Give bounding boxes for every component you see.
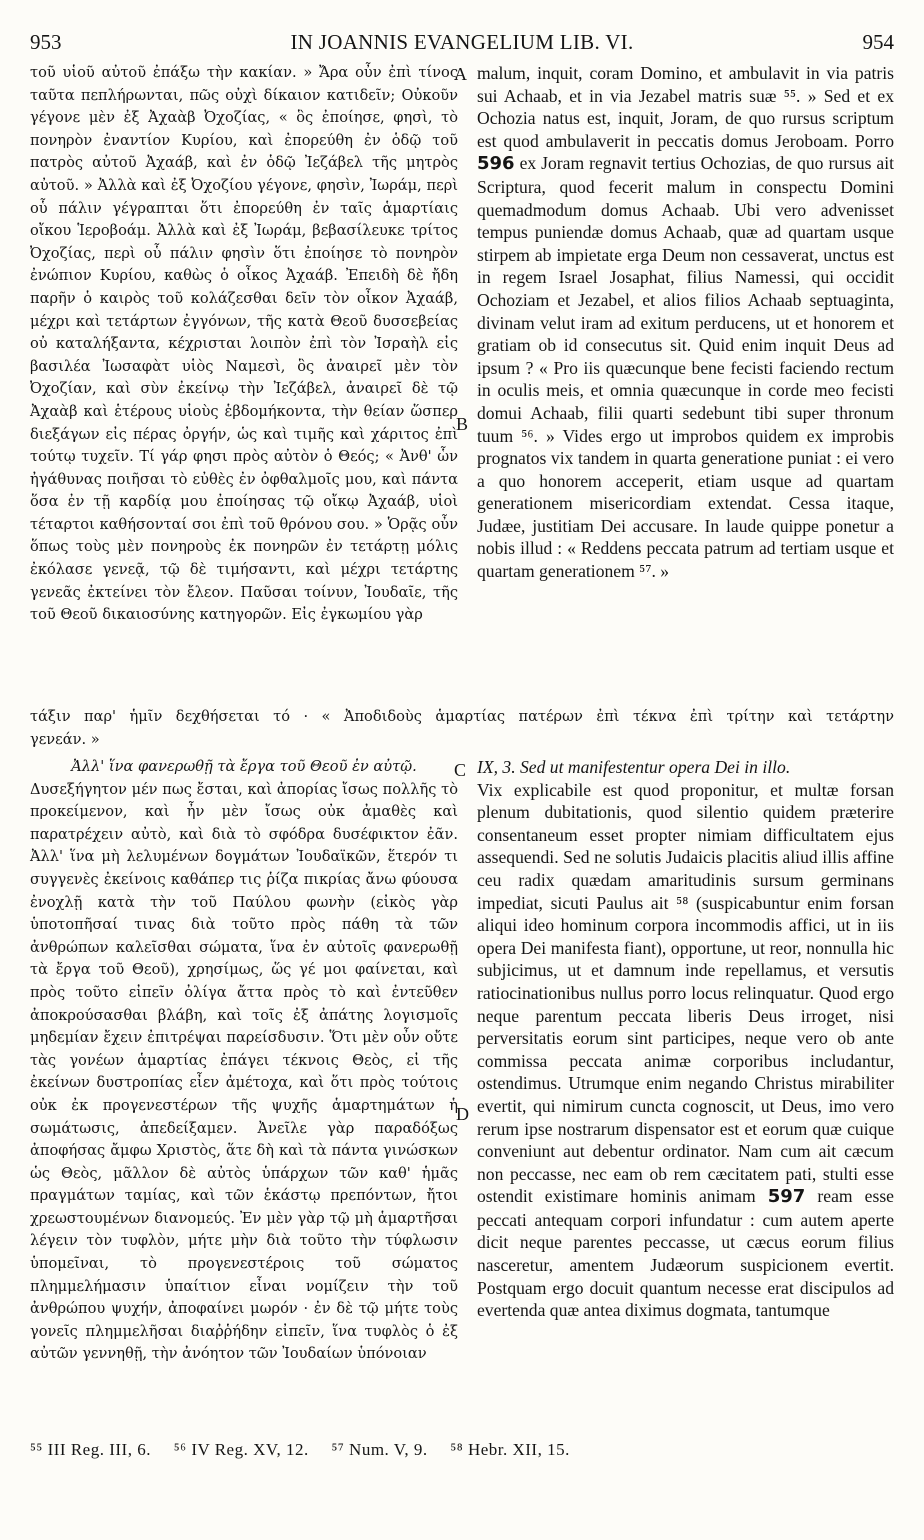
- latin-column-upper: [477, 62, 894, 704]
- margin-letter-b: B: [456, 414, 469, 434]
- footnote-57: ⁵⁷ Num. V, 9.: [331, 1440, 428, 1459]
- latin-column-lower: [477, 756, 894, 1436]
- greek-cross-line-text: τάξιν παρ' ἡμῖν δεχθήσεται τό · « Ἀποδιδοὺς ἁμαρτίας πατέρων ἐπὶ τέκνα ἐπὶ τρίτην καὶ τετάρτην: [30, 708, 894, 725]
- footnotes: [30, 1440, 894, 1460]
- column-number-597: 597: [767, 1186, 806, 1208]
- margin-letter-d: D: [456, 1104, 469, 1124]
- running-title: IN JOANNIS EVANGELIUM LIB. VI.: [290, 30, 634, 54]
- greek-paragraph-1: τοῦ υἱοῦ αὐτοῦ ἐπάξω τὴν κακίαν. » Ἄρα οὖν ἐπὶ τίνος ταῦτα πεπλήρωνται, πῶς οὐχὶ δίκαιον κατιδεῖν; Οὐκοῦν γέγονε μὲν ἐξ Ἀχαὰβ Ὀχοζίας, « ὃς ἐποίησε, φησὶ, τὸ πονηρὸν ἐναντίον Κυρίου, καὶ ἐπορεύθη ἐν ὁδῷ τοῦ πατρὸς αὐτοῦ Ἀχαάβ, καὶ ἐν ὁδῷ Ἰεζάβελ τῆς μητρὸς αὐτοῦ. » Ἀλλὰ καὶ ἐξ Ὀχοζίου γέγονε, φησὶν, Ἰωράμ, περὶ οὗ πάλιν γέγραπται ὅτι ἐπορεύθη ἐν ταῖς ἁμαρτίαις οἴκου Ἱεροβοάμ. Ἀλλὰ καὶ ἐξ Ἰωράμ, βεβασίλευκε τρίτος Ὀχοζίας, περὶ οὗ πάλιν φησὶν ὅτι ἐποίησε τὸ πονηρὸν ἐνώπιον Κυρίου, καθὼς ὁ οἶκος Ἀχαάβ. Ἐπειδὴ δὲ ἤδη παρῆν ὁ καιρὸς τοῦ κολάζεσθαι δεῖν τὸν οἶκον Ἀχαάβ, μέχρι καὶ τετάρτων ἐγγόνων, τῆς κατὰ Θεοῦ δυσσεβείας οὐ καταλήξαντα, κέχρισται λοιπὸν ἐπὶ τὸν Ἰσραὴλ εἰς βασιλέα Ἰωσαφὰτ υἱὸς Ναμεσὶ, ὃς ἀναιρεῖ μὲν τὸν Ὀχοζίαν, καὶ σὺν ἐκείνῳ τὴν Ἰεζάβελ, ἀναιρεῖ δὲ τῷ Ἀχαὰβ καὶ ἑτέρους υἱοὺς ἑβδομήκοντα, τὴν θείαν ὥσπερ διεξάγων εἰς πέρας ὀργήν, ὡς καὶ τιμῆς καὶ χάριτος ἐπὶ τούτῳ τυχεῖν. Τί γάρ φησι πρὸς αὐτὸν ὁ Θεός; « Ἀνθ' ὧν ἠγάθυνας ποιῆσαι τὸ εὐθὲς ἐν ὀφθαλμοῖς μου, καὶ πάντα ὅσα ἐν τῇ καρδίᾳ μου ἐποίησας τῷ οἴκῳ Ἀχαάβ, υἱοὶ τέταρτοι καθήσονταί σοι ἐπὶ τοῦ θρόνου σου. » Ὁρᾷς οὖν ὅπως τοὺς μὲν πονηροὺς ἐκ πονηρῶν ἐν τετάρτῃ μόλις ἐκόλασε γενεᾷ, τῷ δὲ τιμήσαντι, καὶ μέχρι τετάρτης γενεᾶς ἐκτείνει τὸν ἔλεον. Παῦσαι τοίνυν, Ἰουδαῖε, τῆς τοῦ Θεοῦ δικαιοσύνης κατηγορῶν. Εἰς ἐγκωμίου γὰρ: [30, 64, 458, 624]
- footnote-58: ⁵⁸ Hebr. XII, 15.: [450, 1440, 570, 1459]
- column-number-596: 596: [477, 153, 515, 175]
- latin-paragraph-1a: malum, inquit, coram Domino, et ambulavit in via patris sui Achaab, et in via Jezabel matris suæ ⁵⁵. » Sed et ex Ochozia natus est, inquit, Joram, de quo rursus scriptum est quod ambulaverit in peccatis domus Jeroboam. Porro: [477, 63, 894, 151]
- greek-column-lower: [30, 756, 458, 1436]
- latin-paragraph-2a: Vix explicabile est quod proponitur, et multæ forsan plenum dubitationis, quod silentio quidem præterire consentaneum esset propter nimiam difficultatem ejus assequendi. Sed ne solutis Judaicis placitis aliud illis affine ceu radix quædam amaritudinis sursum germinans impediat, sicuti Paulus ait ⁵⁸ (suspicabuntur enim forsan aliqui ideo hominum corpora incommodis affici, ut in iis opera Dei manifesta fiant), opportune, ut reor, nonnulla hic subjicimus, ut et damnum inde repellamus, et versutis ratiocinationibus nullus porro locus relinquatur. Quod ergo neque parentum peccata liberis Deus irroget, nisi perversitatis eorum sint participes, neque vero ob ante commissa peccata animæ corporibus includantur, ostendimus. Utrumque enim negando Christus mirabiliter evertit, qui nimirum cuncta cognoscit, ut Deus, imo vero rerum ipse nostrarum dispensator est et eorum quæ cuique conveniunt aut debentur ordinator. Nam cum ait cæcum non peccasse, nec eam ob rem cæcitatem pati, stulti esse ostendit existimare hominis animam: [477, 779, 894, 1207]
- latin-paragraph-1: [477, 62, 894, 583]
- footnote-56: ⁵⁶ IV Reg. XV, 12.: [173, 1440, 309, 1459]
- greek-cross-line: [30, 706, 894, 751]
- latin-lemma: IX, 3. Sed ut manifestentur opera Dei in illo.: [477, 757, 791, 777]
- greek-lemma: Ἀλλ' ἵνα φανερωθῇ τὰ ἔργα τοῦ Θεοῦ ἐν αὐτῷ.: [71, 758, 417, 775]
- latin-paragraph-1b: ex Joram regnavit tertius Ochozias, de quo rursus ait Scriptura, quod fecerit malum in conspectu Domini quemadmodum domus Achaab. Ubi vero advenisset tempus puniendæ domus Achaab, quæ ad quartam usque stirpem ab impietate erga Deum non cessaverat, unctus est in regem Israel Josaphat, filius Namessi, qui occidit Ochoziam et Jezabel, et alios filios Achaab septuaginta, divinam velut iram ad exitum perducens, ut et honorem et gratiam ob id consecutus sit. Quid enim inquit Deus ad ipsum ? « Pro iis quæcunque bene fecisti faciendo rectum in oculis meis, et omnia quæcunque in corde meo fecisti domui Achaab, filii quarti sedebunt tibi super thronum tuum ⁵⁶. » Vides ergo ut improbos quidem ex improbis prognatos vix tandem in quarta generatione puniat : ei vero a quo honorem acceperit, etiam usque ad quartam generationem misericordiam extendat. Cessa itaque, Judæe, justitiam Dei accusare. In laude quippe ponetur a nobis illud : « Reddens peccata patrum ad tertiam usque et quartam generationem ⁵⁷. »: [477, 153, 895, 582]
- footnote-55: ⁵⁵ III Reg. III, 6.: [30, 1440, 151, 1459]
- latin-paragraph-2b: ream esse peccati antequam corpori infundatur : cum autem aperte dicit neque parentes peccasse, ut cæcus eorum filius nasceretur, amentem Judæorum suspicionem evertit. Postquam ergo docuit quantum necesse erat discipulos ad evertenda quæ antea diximus dogmata, tantumque: [477, 1186, 894, 1321]
- greek-paragraph-2: Δυσεξήγητον μέν πως ἔσται, καὶ ἀπορίας ἴσως πολλῆς τὸ προκείμενον, καὶ ἦν μὲν ἴσως οὐκ ἀμαθὲς καὶ παρατρέχειν αὐτὸ, καὶ διὰ τὸ σφόδρα δυσέφικτον ἐᾶν. Ἀλλ' ἵνα μὴ λελυμένων δογμάτων Ἰουδαϊκῶν, ἕτερόν τι συγγενὲς ἐκείνοις καθάπερ τις ῥίζα πικρίας ἄνω φύουσα ἐνοχλῇ κατὰ τὴν τοῦ Παύλου φωνὴν (εἰκὸς γὰρ ὑποτοπῆσαί τινας διὰ τοῦτο πρὸς πάθη τὰ τῶν ἀνθρώπων καλεῖσθαι σώματα, ἵνα ἐν αὐτοῖς φανερωθῇ τὰ ἔργα τοῦ Θεοῦ), χρησίμως, ὥς γέ μοι φαίνεται, καὶ πρὸς τοῦτο εἰπεῖν ὀλίγα ἄττα πρὸς τὸ καὶ ἐντεῦθεν ἀποκρούσασθαι βλάβη, καὶ τοῖς ἐξ ἀπάτης λογισμοῖς μηδεμίαν ἔχειν ἐπιτρέψαι παρείσδυσιν. Ὅτι μὲν οὖν οὔτε τὰς γονέων ἁμαρτίας ἐπάγει τέκνοις Θεὸς, εἰ τῆς ἐκείνων δυστροπίας εἶεν ἀμέτοχα, καὶ ὅτι πρὸς τούτοις οὐκ ἐκ προγενεστέρων τῆς ψυχῆς ἁμαρτημάτων ἡ σωμάτωσις, ἀπεδείξαμεν. Ἀνεῖλε γὰρ παραδόξως ἀποφήσας ἄμφω Χριστὸς, ἅτε δὴ καὶ τὰ πάντα γινώσκων ὡς Θεὸς, μᾶλλον δὲ αὐτὸς ὑπάρχων τῶν καθ' ἡμᾶς πραγμάτων ταμίας, καὶ τῶν ἑκάστῳ πρεπόντων, ἤτοι χρεωστουμένων διανομεύς. Ἐν μὲν γὰρ τῷ μὴ ἁμαρτῆσαι λέγειν τὸν τυφλὸν, μήτε μὴν διὰ τοῦτο τὴν τύφλωσιν ὑπομεῖναι, τὸ προγενεστέροις τοῦ σώματος πλημμελήμασιν ὑπαίτιον εἶναι νομίζειν τὴν τοῦ ἀνθρώπου ψυχήν, ἀποφαίνει μωρόν · ἐν δὲ τῷ μήτε τοὺς γονεῖς πλημμελῆσαι διαῤῥήδην εἰπεῖν, ἵνα τυφλὸς ὁ ἐξ αὐτῶν γεννηθῇ, τὴν ἀνόητον τῶν Ἰουδαίων ὑπόνοιαν: [30, 780, 458, 1363]
- page-number-right: 954: [862, 30, 894, 54]
- latin-paragraph-2: [477, 779, 894, 1322]
- running-header: [30, 30, 894, 58]
- page-number-left: 953: [30, 30, 62, 54]
- margin-letter-a: A: [454, 64, 467, 84]
- greek-column-upper: [30, 62, 458, 702]
- margin-letter-c: C: [454, 760, 467, 780]
- greek-cross-line-end: γενεάν. »: [30, 730, 100, 748]
